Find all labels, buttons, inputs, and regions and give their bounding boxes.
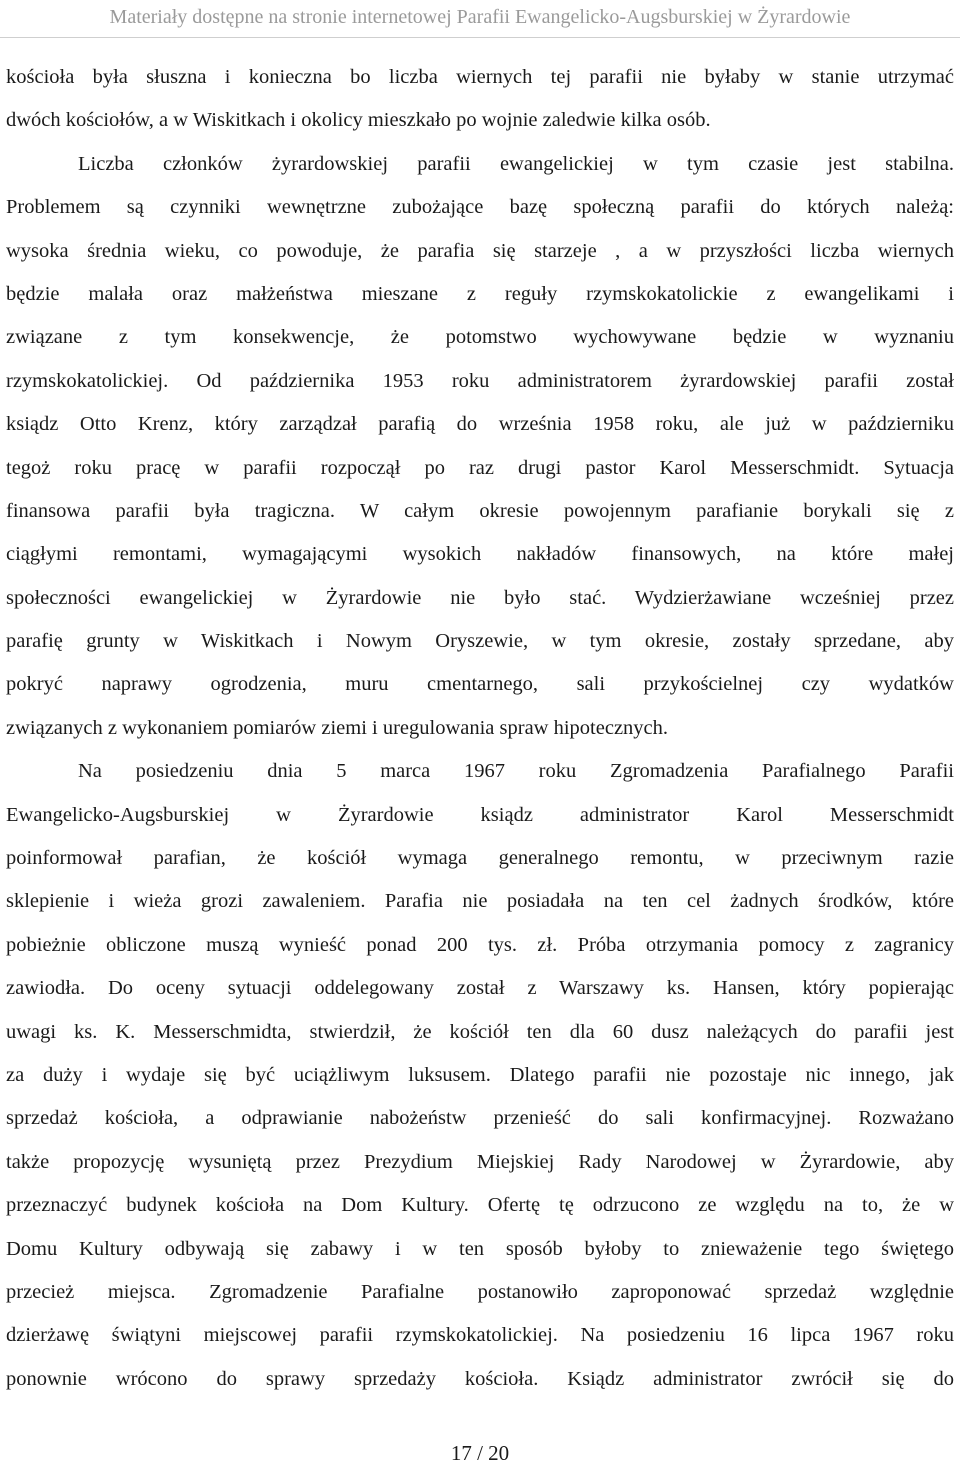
text-line: ponownie wrócono do sprawy sprzedaży kościoła. Ksiądz administrator zwrócił się do bbox=[6, 1367, 954, 1390]
text-line: dzierżawę świątyni miejscowej parafii rzymskokatolickiej. Na posiedzeniu 16 lipca 1967 roku bbox=[6, 1324, 954, 1347]
text-line: za duży i wydaje się być uciążliwym luksusem. Dlatego parafii nie pozostaje nic innego, jak bbox=[6, 1063, 954, 1086]
text-line: finansowa parafii była tragiczna. W całym okresie powojennym parafianie borykali się z bbox=[6, 499, 954, 522]
text-line: zawiodła. Do oceny sytuacji oddelegowany został z Warszawy ks. Hansen, który popierając bbox=[6, 977, 954, 1000]
text-line: także propozycję wysuniętą przez Prezydium Miejskiej Rady Narodowej w Żyrardowie, aby bbox=[6, 1150, 954, 1173]
text-line: tegoż roku pracę w parafii rozpoczął po raz drugi pastor Karol Messerschmidt. Sytuacja bbox=[6, 456, 954, 479]
text-line: będzie malała oraz małżeństwa mieszane z reguły rzymskokatolickie z ewangelikami i bbox=[6, 282, 954, 305]
text-line: Domu Kultury odbywają się zabawy i w ten sposób byłoby to znieważenie tego świętego bbox=[6, 1237, 954, 1260]
text-line: związane z tym konsekwencje, że potomstwo wychowywane będzie w wyznaniu bbox=[6, 326, 954, 349]
text-line: sprzedaż kościoła, a odprawianie nabożeństw przenieść do sali konfirmacyjnej. Rozważano bbox=[6, 1107, 954, 1130]
text-line: przecież miejsca. Zgromadzenie Parafialne postanowiło zaproponować sprzedaż względnie bbox=[6, 1280, 954, 1303]
text-line: pokryć naprawy ogrodzenia, muru cmentarnego, sali przykościelnej czy wydatków bbox=[6, 673, 954, 696]
page-header: Materiały dostępne na stronie internetowej Parafii Ewangelicko-Augsburskiej w Żyrardowie bbox=[109, 6, 851, 28]
text-line: Liczba członków żyrardowskiej parafii ewangelickiej w tym czasie jest stabilna. bbox=[78, 152, 954, 175]
text-line: parafię grunty w Wiskitkach i Nowym Oryszewie, w tym okresie, zostały sprzedane, aby bbox=[6, 630, 954, 653]
text-line: Ewangelicko-Augsburskiej w Żyrardowie ksiądz administrator Karol Messerschmidt bbox=[6, 803, 954, 826]
text-line: wysoka średnia wieku, co powoduje, że parafia się starzeje , a w przyszłości liczba wiernych bbox=[6, 239, 954, 262]
text-line: sklepienie i wieża grozi zawaleniem. Parafia nie posiadała na ten cel żadnych środków, które bbox=[6, 890, 954, 913]
text-line: uwagi ks. K. Messerschmidta, stwierdził, że kościół ten dla 60 dusz należących do parafii jest bbox=[6, 1020, 954, 1043]
text-line: społeczności ewangelickiej w Żyrardowie nie było stać. Wydzierżawiane wcześniej przez bbox=[6, 586, 954, 609]
text-line: dwóch kościołów, a w Wiskitkach i okolicy mieszkało po wojnie zaledwie kilka osób. bbox=[6, 109, 711, 132]
text-line: Problemem są czynniki wewnętrzne zubożające bazę społeczną parafii do których należą: bbox=[6, 196, 954, 219]
text-line: przeznaczyć budynek kościoła na Dom Kultury. Ofertę tę odrzucono ze względu na to, że w bbox=[6, 1194, 954, 1217]
text-line: Na posiedzeniu dnia 5 marca 1967 roku Zgromadzenia Parafialnego Parafii bbox=[78, 760, 954, 783]
text-line: rzymskokatolickiej. Od października 1953 roku administratorem żyrardowskiej parafii został bbox=[6, 369, 954, 392]
text-line: poinformował parafian, że kościół wymaga generalnego remontu, w przeciwnym razie bbox=[6, 847, 954, 870]
document-body bbox=[6, 56, 954, 1401]
page-number: 17 / 20 bbox=[450, 1441, 510, 1465]
text-line: ksiądz Otto Krenz, który zarządzał parafią do września 1958 roku, ale już w październiku bbox=[6, 413, 954, 436]
header-divider bbox=[0, 37, 960, 38]
text-line: kościoła była słuszna i konieczna bo liczba wiernych tej parafii nie byłaby w stanie utrzymać bbox=[6, 66, 954, 88]
text-line: związanych z wykonaniem pomiarów ziemi i uregulowania spraw hipotecznych. bbox=[6, 716, 669, 739]
text-line: pobieżnie obliczone muszą wynieść ponad 200 tys. zł. Próba otrzymania pomocy z zagranicy bbox=[6, 933, 954, 956]
text-line: ciągłymi remontami, wymagającymi wysokich nakładów finansowych, na które małej bbox=[6, 543, 954, 566]
